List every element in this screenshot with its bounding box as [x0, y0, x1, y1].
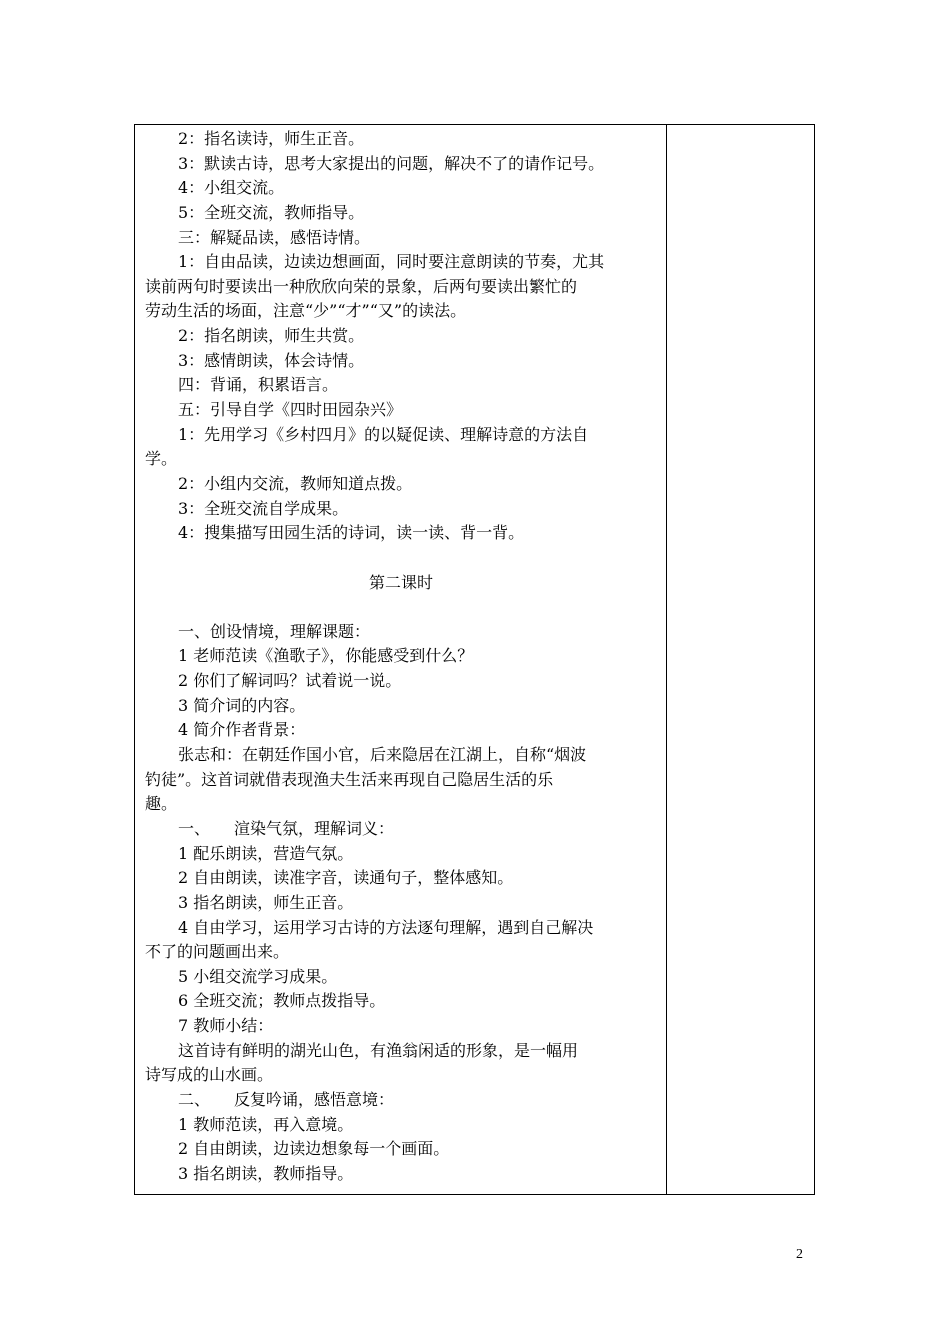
- blank-line: [145, 595, 657, 620]
- content-line: 读前两句时要读出一种欣欣向荣的景象，后两句要读出繁忙的: [145, 276, 578, 296]
- section-heading: 三：解疑品读，感悟诗情。: [178, 227, 371, 247]
- content-line: 3 指名朗读，教师指导。: [178, 1163, 354, 1183]
- content-line: 趣。: [145, 794, 178, 814]
- content-line: 4：小组交流。: [178, 178, 285, 198]
- content-line: 2：指名读诗，师生正音。: [178, 129, 365, 148]
- content-line: 1 老师范读《渔歌子》，你能感受到什么？: [178, 646, 474, 666]
- content-line: 3：默读古诗，思考大家提出的问题，解决不了的请作记号。: [178, 153, 605, 173]
- content-line: 2 自由朗读，读准字音，读通句子，整体感知。: [178, 868, 514, 888]
- content-line: 5 小组交流学习成果。: [178, 966, 338, 986]
- content-line: 2：指名朗读，师生共赏。: [178, 326, 365, 346]
- content-line: 1 教师范读，再入意境。: [178, 1114, 354, 1134]
- lesson-period-title: 第二课时: [368, 572, 433, 592]
- section-heading: 五：引导自学《四时田园杂兴》: [178, 400, 403, 420]
- section-heading: 四：背诵，积累语言。: [178, 375, 339, 395]
- content-line: 6 全班交流；教师点拨指导。: [178, 991, 386, 1011]
- section-heading: 一、 渲染气氛，理解词义：: [178, 818, 395, 838]
- section-heading: 一、创设情境，理解课题：: [178, 621, 371, 641]
- content-line: 4 自由学习，运用学习古诗的方法逐句理解，遇到自己解决: [178, 917, 594, 937]
- content-line: 4：搜集描写田园生活的诗词，读一读、背一背。: [178, 523, 525, 543]
- content-line: 张志和：在朝廷作国小官，后来隐居在江湖上，自称“烟波: [178, 745, 587, 765]
- content-line: 5：全班交流，教师指导。: [178, 202, 365, 222]
- content-line: 2 自由朗读，边读边想象每一个画面。: [178, 1139, 450, 1159]
- content-line: 不了的问题画出来。: [145, 942, 290, 962]
- content-line: 劳动生活的场面，注意“少”“才”“又”的读法。: [145, 301, 467, 321]
- lesson-content-cell: [145, 127, 657, 1187]
- content-line: 1：自由品读，边读边想画面，同时要注意朗读的节奏，尤其: [178, 252, 605, 272]
- content-line: 这首诗有鲜明的湖光山色，有渔翁闲适的形象，是一幅用: [178, 1040, 579, 1060]
- content-line: 2：小组内交流，教师知道点拨。: [178, 473, 413, 493]
- content-line: 1 配乐朗读，营造气氛。: [178, 843, 354, 863]
- column-divider: [666, 125, 667, 1194]
- section-heading: 二、 反复吟诵，感悟意境：: [178, 1089, 395, 1109]
- content-line: 诗写成的山水画。: [145, 1065, 274, 1085]
- blank-line: [145, 546, 657, 571]
- content-line: 学。: [145, 449, 178, 469]
- content-line: 7 教师小结：: [178, 1016, 274, 1036]
- content-line: 3 指名朗读，师生正音。: [178, 892, 354, 912]
- page-number: 2: [796, 1247, 803, 1262]
- content-line: 钓徒”。这首词就借表现渔夫生活来再现自己隐居生活的乐: [145, 769, 554, 789]
- content-line: 2 你们了解词吗？试着说一说。: [178, 671, 402, 691]
- content-line: 3：感情朗读，体会诗情。: [178, 350, 365, 370]
- content-line: 4 简介作者背景：: [178, 720, 306, 740]
- content-line: 3：全班交流自学成果。: [178, 498, 349, 518]
- lesson-plan-table: [134, 124, 815, 1195]
- content-line: 1：先用学习《乡村四月》的以疑促读、理解诗意的方法自: [178, 424, 589, 444]
- content-line: 3 简介词的内容。: [178, 695, 306, 715]
